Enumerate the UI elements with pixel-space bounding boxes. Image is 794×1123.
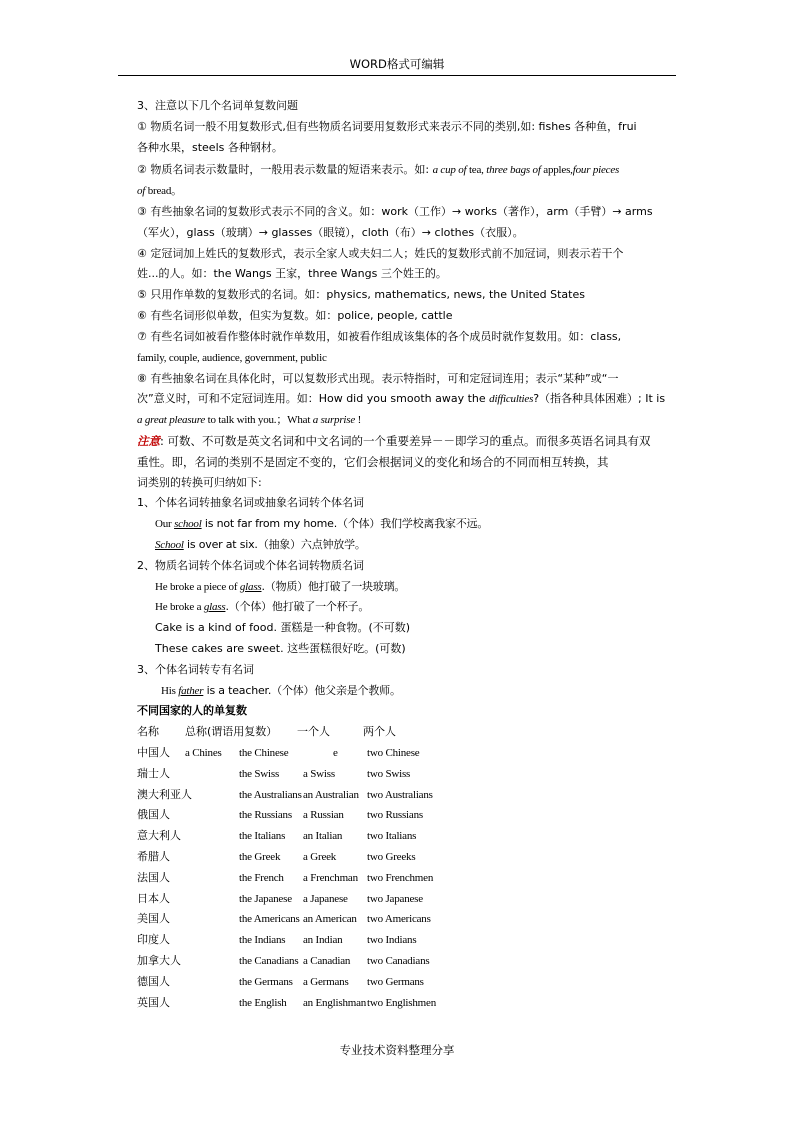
header-cell: 一个人 xyxy=(297,725,330,738)
example-keyword: father xyxy=(178,685,204,697)
table-cell: a Canadian xyxy=(303,955,351,967)
rule-6: ⑥ 有些名词形似单数，但实为复数。如：police, people, cattle xyxy=(137,309,453,322)
example-text: .（个体）他打破了一个杯子。 xyxy=(225,600,370,613)
example-text: is over at six.（抽象）六点钟放学。 xyxy=(183,538,366,551)
rule-7: ⑦ 有些名词如被看作整体时就作单数用，如被看作组成该集体的各个成员时就作复数用。如：class, xyxy=(137,330,622,343)
table-row xyxy=(137,889,677,909)
conversion-example xyxy=(161,681,401,701)
table-cell: 意大利人 xyxy=(137,829,181,843)
table-cell: a Germans xyxy=(303,975,349,988)
table-cell: a Greek xyxy=(303,851,337,863)
note-label: 注意 xyxy=(137,434,160,448)
table-cell: the Chinese xyxy=(239,747,289,759)
table-row xyxy=(137,930,677,950)
table-cell: two Canadians xyxy=(367,955,430,967)
table-row xyxy=(137,785,677,805)
table-cell: two Italians xyxy=(367,830,417,843)
rule-3-cont: （军火），glass（玻璃）→ glasses（眼镜），cloth（布）→ clothes（衣服）。 xyxy=(137,226,524,239)
table-cell: 日本人 xyxy=(137,891,170,905)
rule-8-text: ! xyxy=(355,414,362,426)
table-cell: 瑞士人 xyxy=(137,766,170,780)
table-cell: a Japanese xyxy=(303,892,348,905)
rule-2-example: three bags of xyxy=(486,164,541,176)
table-cell: an American xyxy=(303,913,357,926)
table-cell: a Frenchman xyxy=(303,871,358,884)
example-keyword: glass xyxy=(203,601,226,613)
example-text: He broke a xyxy=(155,601,204,613)
table-cell: 希腊人 xyxy=(137,850,170,863)
table-cell: a Chines xyxy=(185,747,222,759)
rule-1-cont: 各种水果，steels 各种钢材。 xyxy=(137,141,283,154)
example-text: Our xyxy=(155,518,175,530)
rule-8-text: to talk with you.；What xyxy=(205,414,313,426)
table-cell: a Swiss xyxy=(303,767,335,780)
table-cell: two Germans xyxy=(367,975,424,988)
table-cell: two Japanese xyxy=(367,892,423,905)
example-keyword: School xyxy=(155,539,184,551)
table-cell: the English xyxy=(239,996,287,1009)
rule-2-text: apples, xyxy=(540,164,573,176)
example-keyword: school xyxy=(174,518,202,530)
conversion-example xyxy=(155,577,405,597)
header-cell: 名称 xyxy=(137,725,159,738)
rule-8-example: a great pleasure xyxy=(137,414,206,426)
table-cell: the Greek xyxy=(239,851,281,863)
table-cell: an Indian xyxy=(303,934,343,947)
table-row xyxy=(137,847,677,867)
table-row xyxy=(137,764,677,784)
rule-8-text: 次”意义时，可和不定冠词连用。如：How did you smooth away the xyxy=(137,392,490,405)
rule-4: ④ 定冠词加上姓氏的复数形式，表示全家人或夫妇二人；姓氏的复数形式前不加冠词，则表示若干个 xyxy=(137,247,624,260)
note-line-3: 词类别的转换可归纳如下: xyxy=(137,476,262,489)
table-cell: 德国人 xyxy=(137,974,170,988)
page-footer: 专业技术资料整理分享 xyxy=(339,1043,455,1057)
table-cell: 俄国人 xyxy=(137,808,170,822)
table-cell: the Japanese xyxy=(239,892,292,905)
table-cell: 英国人 xyxy=(137,995,170,1009)
header-cell: 总称(谓语用复数） xyxy=(185,725,278,738)
rule-1: ① 物质名词一般不用复数形式,但有些物质名词要用复数形式来表示不同的类别,如: fishes 各种鱼，frui xyxy=(137,120,637,133)
table-cell: two Chinese xyxy=(367,747,420,759)
table-cell: the Swiss xyxy=(239,767,280,780)
table-cell: 加拿大人 xyxy=(137,954,181,967)
table-cell: 澳大利亚人 xyxy=(137,787,192,801)
note-paragraph xyxy=(137,431,651,451)
section-heading: 3、注意以下几个名词单复数问题 xyxy=(137,99,298,112)
rule-2-example: four pieces xyxy=(572,164,620,176)
page-header: WORD格式可编辑 xyxy=(118,56,676,76)
rule-8-cont xyxy=(137,389,665,409)
example-text: He broke a piece of xyxy=(155,581,240,593)
table-cell: two Indians xyxy=(367,934,417,947)
table-header xyxy=(137,722,677,742)
conversion-example xyxy=(155,514,488,534)
table-title: 不同国家的人的单复数 xyxy=(137,704,247,717)
conversion-example xyxy=(155,597,369,617)
header-cell: 两个人 xyxy=(363,725,396,738)
example-keyword: glass xyxy=(239,581,262,593)
rule-2-example: of xyxy=(137,185,146,197)
rule-2-example: a cup of xyxy=(432,164,467,176)
table-row xyxy=(137,826,677,846)
rule-8: ⑧ 有些抽象名词在具体化时，可以复数形式出现。表示特指时，可和定冠词连用；表示“某种”或“一 xyxy=(137,372,619,385)
table-cell: an Australian xyxy=(303,788,359,801)
note-text: : 可数、不可数是英文名词和中文名词的一个重要差异－－即学习的重点。而很多英语名词具有双 xyxy=(160,434,651,448)
conversion-example xyxy=(155,535,366,555)
table-cell: 美国人 xyxy=(137,912,170,926)
rule-8-text: ?（指各种具体困难）; It is xyxy=(533,392,666,405)
rule-8-cont2 xyxy=(137,410,361,430)
table-row xyxy=(137,972,677,992)
table-cell: the Germans xyxy=(239,975,293,988)
rule-2-text: bread。 xyxy=(145,185,182,197)
rule-5: ⑤ 只用作单数的复数形式的名词。如：physics, mathematics, news, the United States xyxy=(137,288,585,301)
conversion-heading-2: 2、物质名词转个体名词或个体名词转物质名词 xyxy=(137,559,364,572)
conversion-heading-3: 3、个体名词转专有名词 xyxy=(137,663,254,676)
table-cell: the Indians xyxy=(239,934,286,947)
table-cell: the Australians xyxy=(239,788,302,801)
table-cell: two Americans xyxy=(367,913,431,926)
rule-2-text: ② 物质名词表示数量时，一般用表示数量的短语来表示。如: xyxy=(137,163,433,176)
rule-2-cont xyxy=(137,181,182,201)
table-cell: two Greeks xyxy=(367,851,416,863)
conversion-heading-1: 1、个体名词转抽象名词或抽象名词转个体名词 xyxy=(137,496,364,509)
rule-3: ③ 有些抽象名词的复数形式表示不同的含义。如：work（工作）→ works（著作），arm（手臂）→ arms xyxy=(137,205,653,218)
table-cell: the French xyxy=(239,871,284,884)
rule-2-text: tea, xyxy=(466,164,487,176)
table-cell: 法国人 xyxy=(137,870,170,884)
note-line-2: 重性。即，名词的类别不是固定不变的，它们会根据词义的变化和场合的不同而相互转换，其 xyxy=(137,455,609,469)
table-row xyxy=(137,868,677,888)
conversion-example: Cake is a kind of food. 蛋糕是一种食物。(不可数) xyxy=(155,621,411,634)
table-row xyxy=(137,993,677,1013)
rule-7-cont: family, couple, audience, government, public xyxy=(137,352,327,364)
table-cell: the Canadians xyxy=(239,955,299,967)
table-cell: the Russians xyxy=(239,809,292,822)
table-row xyxy=(137,951,677,971)
rule-2 xyxy=(137,160,619,180)
table-row xyxy=(137,909,677,929)
table-cell: an Englishman xyxy=(303,996,367,1009)
rule-8-example: a surprise xyxy=(312,414,356,426)
table-cell: 中国人 xyxy=(137,746,170,759)
example-text: .（物质）他打破了一块玻璃。 xyxy=(261,580,406,593)
table-cell: the Italians xyxy=(239,830,286,843)
example-text: His xyxy=(161,685,179,697)
table-cell: two Swiss xyxy=(367,767,411,780)
table-cell: e xyxy=(333,747,338,759)
table-row xyxy=(137,805,677,825)
example-text: is a teacher.（个体）他父亲是个教师。 xyxy=(203,684,401,697)
rule-8-example: difficulties xyxy=(489,393,534,405)
table-cell: two Frenchmen xyxy=(367,871,434,884)
table-row xyxy=(137,743,677,763)
table-cell: 印度人 xyxy=(137,933,170,947)
table-cell: two Englishmen xyxy=(367,996,437,1009)
table-cell: an Italian xyxy=(303,830,343,843)
table-cell: the Americans xyxy=(239,913,300,926)
table-cell: two Russians xyxy=(367,809,423,822)
example-text: is not far from my home.（个体）我们学校离我家不远。 xyxy=(201,517,489,530)
table-cell: a Russian xyxy=(303,809,344,822)
rule-4-cont: 姓...的人。如：the Wangs 王家，three Wangs 三个姓王的。 xyxy=(137,267,447,280)
conversion-example: These cakes are sweet. 这些蛋糕很好吃。(可数) xyxy=(155,642,406,655)
table-cell: two Australians xyxy=(367,788,433,801)
